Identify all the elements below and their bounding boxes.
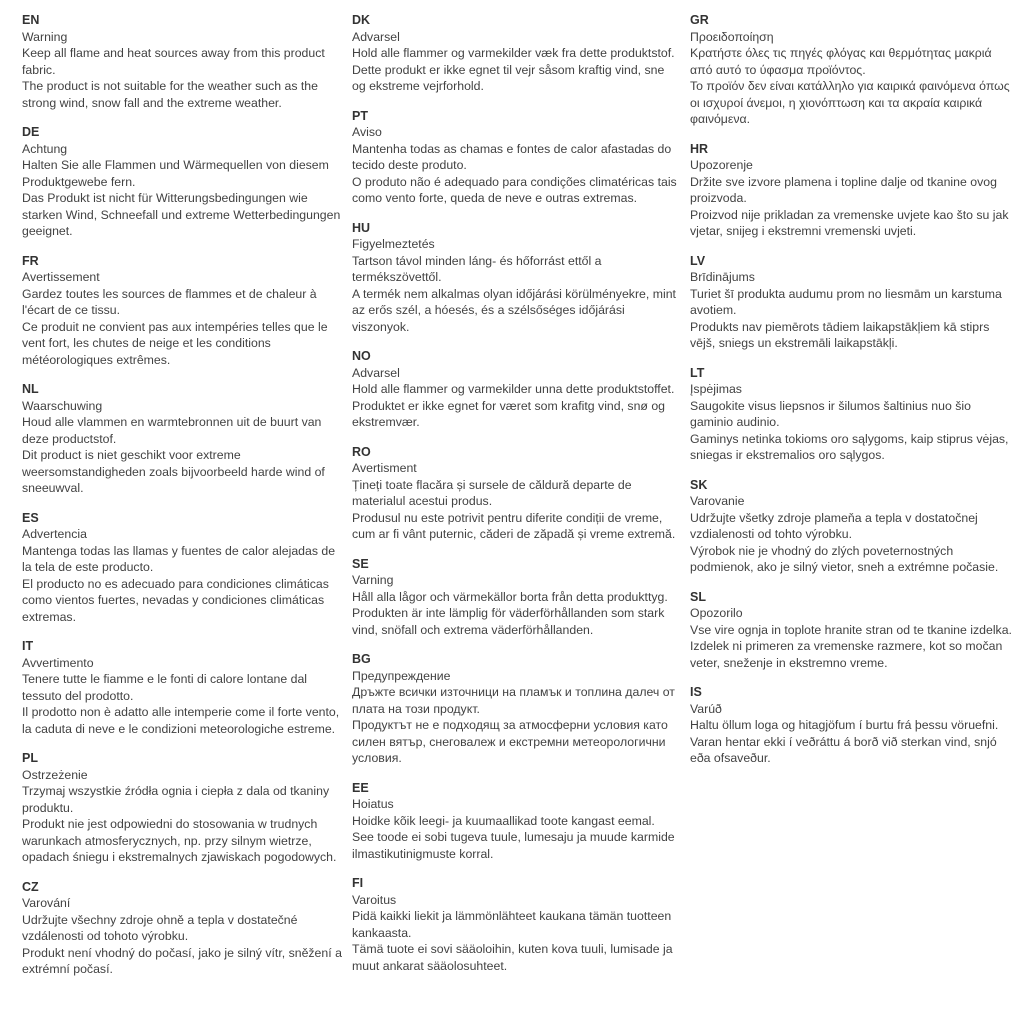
language-section-lv [690, 253, 1012, 352]
language-code: DK [352, 13, 371, 27]
warning-paragraph: El producto no es adecuado para condiciones climáticas como vientos fuertes, nevadas y condiciones climáticas extremas. [22, 576, 329, 624]
warning-paragraph: Țineți toate flacăra și sursele de căldură departe de materialul acestui produs. [352, 477, 632, 508]
language-code: CZ [22, 879, 39, 894]
language-code: HU [352, 220, 371, 235]
warning-paragraph: Varan hentar ekki í veðráttu á borð við sterkan vind, snjó eða ofsaveður. [690, 734, 997, 765]
warning-paragraph: Das Produkt ist nicht für Witterungsbedingungen wie starken Wind, Schneefall und extreme Wetterbedingungen geeignet. [22, 191, 341, 238]
language-section-ro [352, 444, 680, 543]
warning-title: Varování [22, 896, 71, 910]
warning-title: Hoiatus [352, 797, 394, 811]
language-section-bg [352, 651, 680, 767]
language-code: PL [22, 751, 38, 765]
language-code: SL [690, 589, 706, 604]
warning-paragraph: Produsul nu este potrivit pentru diferite condiții de vreme, cum ar fi vânt puternic, căderi de zăpadă și vreme extremă. [352, 510, 676, 541]
warning-paragraph: Produkt nie jest odpowiedni do stosowania w trudnych warunkach atmosferycznych, np. przy silnym wietrze, opadach śniegu i ekstremalnych zjawiskach pogodowych. [22, 817, 337, 864]
warning-paragraph: Držite sve izvore plamena i topline dalje od tkanine ovog proizvoda. [690, 174, 997, 205]
language-code: IS [690, 685, 702, 699]
warning-title: Waarschuwing [22, 398, 103, 413]
language-section-hu [352, 220, 680, 336]
text-column-3 [690, 12, 1012, 991]
warning-title: Brīdinājums [690, 270, 755, 284]
warning-paragraph: Udržujte všechny zdroje ohně a tepla v dostatečné vzdálenosti od tohoto výrobku. [22, 912, 298, 943]
language-section-ee [352, 780, 680, 863]
language-section-de [22, 124, 342, 240]
language-section-fi [352, 875, 680, 974]
warning-paragraph: Vse vire ognja in toplote hranite stran od te tkanine izdelka. [690, 622, 1012, 637]
warning-paragraph: Pidä kaikki liekit ja lämmönlähteet kaukana tämän tuotteen kankaasta. [352, 909, 672, 940]
language-code: GR [690, 13, 709, 27]
language-code: IT [22, 639, 34, 653]
warning-paragraph: Produkt není vhodný do počasí, jako je silný vítr, sněžení a extrémní počasí. [22, 945, 342, 976]
warning-title: Advertencia [22, 527, 87, 541]
text-column-1 [22, 12, 342, 991]
warning-paragraph: Turiet šī produkta audumu prom no liesmām un karstuma avotiem. [690, 286, 1002, 317]
warning-title: Figyelmeztetés [352, 237, 435, 251]
warning-title: Įspėjimas [690, 382, 742, 396]
warning-paragraph: The product is not suitable for the weather such as the strong wind, snow fall and the extreme weather. [22, 79, 318, 110]
warning-paragraph: Το προϊόν δεν είναι κατάλληλο για καιρικά φαινόμενα όπως οι ισχυροί άνεμοι, η χιονόπτωση και τα ακραία καιρικά φαινόμενα. [690, 79, 1010, 126]
warning-paragraph: Gaminys netinka tokioms oro sąlygoms, kaip stiprus vėjas, sniegas ir ekstremalios oro sąlygos. [690, 431, 1009, 462]
warning-paragraph: Udržujte všetky zdroje plameňa a tepla v dostatočnej vzdialenosti od tohto výrobku. [690, 510, 978, 541]
warning-title: Achtung [22, 141, 68, 156]
warning-title: Varúð [690, 701, 722, 716]
language-code: LV [690, 253, 706, 268]
warning-paragraph: Houd alle vlammen en warmtebronnen uit de buurt van deze productstof. [22, 415, 322, 446]
warning-paragraph: Mantenga todas las llamas y fuentes de calor alejadas de la tela de este producto. [22, 543, 336, 574]
warning-paragraph: Dette produkt er ikke egnet til vejr såsom kraftig vind, sne og ekstreme vejrforhold. [352, 62, 665, 93]
warning-title: Ostrzeżenie [22, 767, 88, 782]
warning-paragraph: Gardez toutes les sources de flammes et de chaleur à l'écart de ce tissu. [22, 286, 317, 317]
language-code: RO [352, 444, 371, 459]
warning-paragraph: Mantenha todas as chamas e fontes de calor afastadas do tecido deste produto. [352, 141, 672, 172]
language-code: NL [22, 382, 39, 396]
warning-paragraph: Keep all flame and heat sources away from this product fabric. [22, 46, 325, 77]
warning-paragraph: Продуктът не е подходящ за атмосферни условия като силен вятър, снеговалеж и екстремни метеорологични условия. [352, 718, 668, 765]
warning-paragraph: A termék nem alkalmas olyan időjárási körülményekre, mint az erős szél, a hóesés, és a szélsőséges időjárási viszonyok. [352, 286, 676, 334]
language-section-nl [22, 381, 342, 497]
language-section-lt [690, 365, 1012, 464]
warning-title: Advarsel [352, 365, 400, 380]
warning-paragraph: Proizvod nije prikladan za vremenske uvjete kao što su jak vjetar, snijeg i ekstremni vremenski uvjeti. [690, 207, 1009, 238]
warning-paragraph: Κρατήστε όλες τις πηγές φλόγας και θερμότητας μακριά από αυτό το ύφασμα προϊόντος. [690, 46, 992, 77]
language-section-en [22, 12, 342, 111]
language-section-sk [690, 477, 1012, 576]
warning-paragraph: See toode ei sobi tugeva tuule, lumesaju ja muude karmide ilmastikutinigmuste korral. [352, 830, 675, 861]
warning-title: Avertissement [22, 270, 100, 284]
warning-title: Opozorilo [690, 606, 743, 620]
language-section-dk [352, 12, 680, 95]
warning-paragraph: Produkts nav piemērots tādiem laikapstākļiem kā stiprs vējš, sniegs un ekstremāli laikapstākļi. [690, 319, 990, 350]
warning-title: Varoitus [352, 892, 397, 907]
warning-paragraph: Dit product is niet geschikt voor extreme weersomstandigheden zoals bijvoorbeeld harde wind of sneeuwval. [22, 448, 325, 495]
text-column-2 [352, 12, 680, 991]
language-code: DE [22, 125, 40, 139]
language-code: FR [22, 253, 39, 268]
warning-paragraph: Výrobok nie je vhodný do zlých poveternostných podmienok, ako je silný vietor, sneh a extrémne počasie. [690, 543, 999, 574]
warning-title: Προειδοποίηση [690, 29, 774, 44]
warning-title: Aviso [352, 125, 382, 139]
warning-paragraph: Tenere tutte le fiamme e le fonti di calore lontane dal tessuto del prodotto. [22, 672, 308, 703]
language-code: FI [352, 876, 364, 890]
warning-title: Avvertimento [22, 655, 94, 670]
language-section-hr [690, 141, 1012, 240]
language-section-fr [22, 253, 342, 369]
warning-title: Varovanie [690, 494, 745, 508]
language-code: SK [690, 477, 708, 492]
warning-title: Upozorenje [690, 158, 753, 172]
language-section-pt [352, 108, 680, 207]
warning-paragraph: O produto não é adequado para condições climatéricas tais como vento forte, queda de neve e outras extremas. [352, 174, 677, 205]
warning-paragraph: Tartson távol minden láng- és hőforrást ettől a termékszövettől. [352, 253, 602, 284]
language-section-gr [690, 12, 1012, 128]
warning-paragraph: Il prodotto non è adatto alle intemperie come il forte vento, la caduta di neve e le condizioni meteorologiche estreme. [22, 705, 340, 736]
warning-title: Предупреждение [352, 668, 451, 683]
warning-paragraph: Hold alle flammer og varmekilder unna dette produktstoffet. [352, 382, 675, 396]
warning-paragraph: Hold alle flammer og varmekilder væk fra dette produktstof. [352, 46, 675, 60]
warning-title: Advarsel [352, 29, 400, 44]
warning-title: Warning [22, 29, 68, 44]
warning-paragraph: Halten Sie alle Flammen und Wärmequellen von diesem Produktgewebe fern. [22, 158, 329, 189]
warning-paragraph: Saugokite visus liepsnos ir šilumos šaltinius nuo šio gaminio audinio. [690, 398, 971, 429]
warning-paragraph: Дръжте всички източници на пламък и топлина далеч от плата на този продукт. [352, 685, 675, 716]
language-code: ES [22, 510, 39, 525]
warning-title: Varning [352, 573, 394, 587]
warning-paragraph: Ce produit ne convient pas aux intempéries telles que le vent fort, les chutes de neige et les conditions météorologiques extrêmes. [22, 319, 328, 367]
warning-paragraph: Produktet er ikke egnet for været som krafitg vind, snø og ekstremvær. [352, 398, 666, 429]
language-code: SE [352, 556, 369, 571]
language-code: HR [690, 141, 709, 156]
language-section-sl [690, 589, 1012, 672]
language-code: EE [352, 780, 369, 795]
language-section-cz [22, 879, 342, 978]
warning-paragraph: Tämä tuote ei sovi sääoloihin, kuten kova tuuli, lumisade ja muut ankarat sääolosuhteet. [352, 942, 673, 973]
language-section-is [690, 684, 1012, 767]
warning-paragraph: Produkten är inte lämplig för väderförhållanden som stark vind, snöfall och extrema väderförhållanden. [352, 606, 665, 637]
language-section-no [352, 348, 680, 431]
language-code: LT [690, 365, 705, 380]
warning-paragraph: Haltu öllum loga og hitagjöfum í burtu frá þessu vöruefni. [690, 718, 999, 732]
language-code: NO [352, 349, 371, 363]
warning-paragraph: Izdelek ni primeren za vremenske razmere, kot so močan veter, sneženje in ekstremno vreme. [690, 639, 1003, 670]
warning-title: Avertisment [352, 461, 417, 475]
language-section-se [352, 556, 680, 639]
language-code: PT [352, 108, 368, 123]
language-section-it [22, 638, 342, 737]
language-section-es [22, 510, 342, 626]
warning-paragraph: Hoidke kõik leegi- ja kuumaallikad toote kangast eemal. [352, 813, 655, 828]
language-code: EN [22, 13, 40, 27]
warning-paragraph: Håll alla lågor och värmekällor borta från detta produkttyg. [352, 589, 668, 604]
language-code: BG [352, 652, 371, 666]
language-section-pl [22, 750, 342, 866]
warning-paragraph: Trzymaj wszystkie źródła ognia i ciepła z dala od tkaniny produktu. [22, 784, 330, 815]
